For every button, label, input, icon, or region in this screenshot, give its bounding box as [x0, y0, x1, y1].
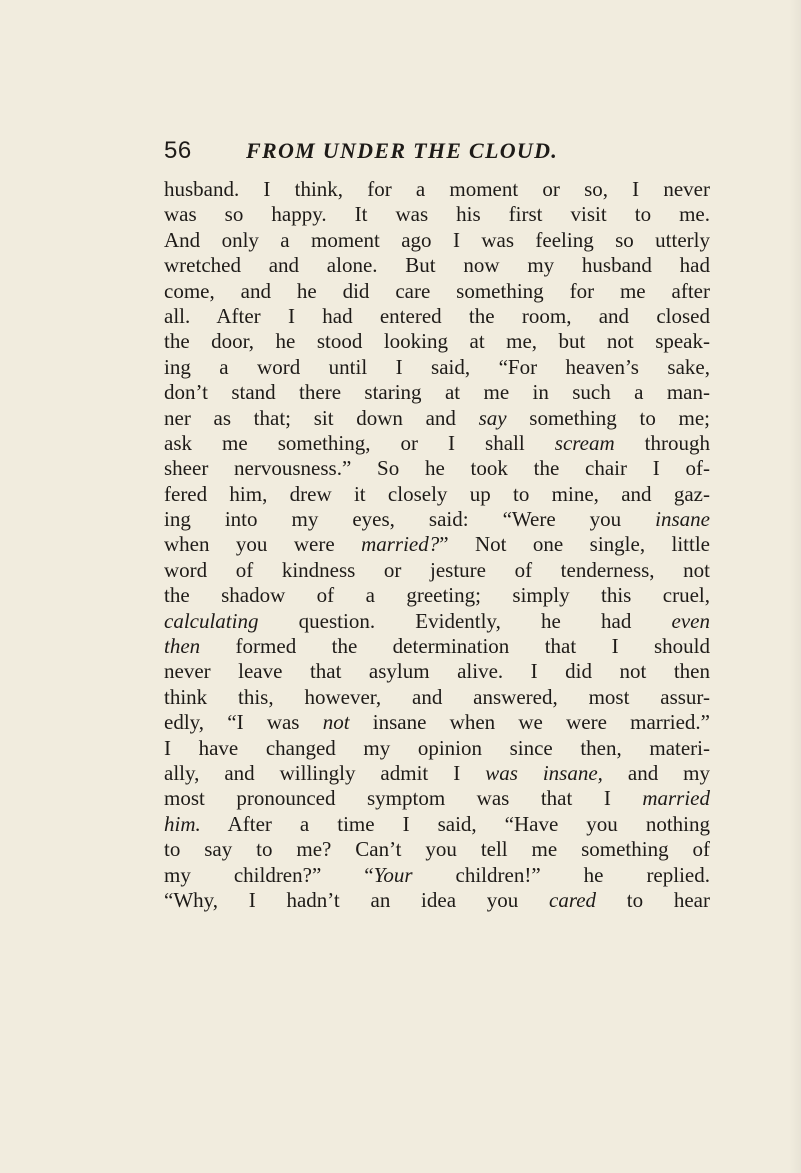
text-line — [164, 786, 710, 811]
italic-text: married? — [361, 532, 440, 557]
italic-text: cared — [549, 887, 597, 912]
text-line — [164, 888, 710, 913]
text-line — [164, 202, 710, 227]
text-segment: insane when we were married.” — [349, 710, 711, 735]
italic-text: then — [164, 634, 201, 659]
italic-text: not — [322, 710, 350, 735]
text-segment: my children?” “ — [164, 862, 374, 887]
text-segment: edly, “I was — [164, 710, 323, 735]
text-segment: sheer nervousness.” So he took the chair I of- — [164, 456, 710, 481]
text-segment: to hear — [596, 887, 710, 912]
text-segment: husband. I think, for a moment or so, I never — [164, 177, 710, 201]
text-segment: most pronounced symptom was that I — [164, 786, 643, 811]
page-number: 56 — [164, 137, 192, 164]
text-segment: all. After I had entered the room, and closed — [164, 303, 710, 328]
text-segment: question. Evidently, he had — [258, 608, 672, 633]
text-segment: formed the determination that I should — [200, 634, 710, 659]
text-line — [164, 685, 710, 710]
text-line — [164, 837, 710, 862]
text-segment: the shadow of a greeting; simply this cruel, — [164, 583, 710, 608]
text-segment: ing a word until I said, “For heaven’s sake, — [164, 354, 710, 379]
text-line — [164, 634, 710, 659]
text-segment: I have changed my opinion since then, materi- — [164, 735, 710, 760]
text-segment: the door, he stood looking at me, but not speak- — [164, 329, 710, 354]
text-line — [164, 304, 710, 329]
text-line — [164, 482, 710, 507]
text-segment: through — [614, 430, 711, 455]
text-line — [164, 355, 710, 380]
text-segment: to say to me? Can’t you tell me something of — [164, 837, 710, 862]
text-line — [164, 736, 710, 761]
text-segment: ing into my eyes, said: “Were you — [164, 507, 656, 532]
italic-text: married — [642, 786, 710, 811]
text-line — [164, 812, 710, 837]
text-line — [164, 863, 710, 888]
italic-text: calculating — [164, 608, 259, 633]
text-segment: and my — [602, 760, 711, 785]
text-line — [164, 406, 710, 431]
text-segment: was so happy. It was his first visit to me. — [164, 202, 710, 227]
text-segment: think this, however, and answered, most assur- — [164, 684, 710, 709]
page-header — [164, 136, 724, 170]
text-line — [164, 761, 710, 786]
text-segment: And only a moment ago I was feeling so utterly — [164, 227, 710, 252]
text-segment: ” Not one single, little — [439, 532, 711, 557]
text-segment: ner as that; sit down and — [164, 405, 479, 430]
text-segment: ally, and willingly admit I — [164, 760, 486, 785]
text-line — [164, 431, 710, 456]
italic-text: say — [478, 405, 507, 430]
text-segment: come, and he did care something for me after — [164, 278, 710, 303]
italic-text: was insane, — [485, 760, 603, 785]
text-line — [164, 507, 710, 532]
text-line — [164, 177, 710, 202]
text-segment: wretched and alone. But now my husband had — [164, 253, 710, 278]
page-edge-shading — [789, 0, 801, 1173]
text-segment: word of kindness or jesture of tenderness, not — [164, 557, 710, 582]
italic-text: insane — [655, 507, 710, 532]
italic-text: Your — [373, 862, 413, 887]
text-segment: children!” he replied. — [412, 862, 710, 887]
text-segment: fered him, drew it closely up to mine, and gaz- — [164, 481, 710, 506]
text-segment: never leave that asylum alive. I did not then — [164, 659, 710, 684]
text-line — [164, 710, 710, 735]
text-line — [164, 558, 710, 583]
text-segment: something to me; — [506, 405, 710, 430]
text-line — [164, 279, 710, 304]
text-line — [164, 380, 710, 405]
text-line — [164, 583, 710, 608]
running-head: FROM UNDER THE CLOUD. — [246, 138, 559, 163]
italic-text: scream — [554, 430, 615, 455]
italic-text: him. — [164, 811, 201, 836]
text-segment: “Why, I hadn’t an idea you — [164, 887, 549, 912]
italic-text: even — [671, 608, 710, 633]
text-line — [164, 609, 710, 634]
text-line — [164, 329, 710, 354]
text-line — [164, 659, 710, 684]
text-line — [164, 228, 710, 253]
body-text — [164, 177, 710, 913]
text-segment: when you were — [164, 532, 362, 557]
text-segment: After a time I said, “Have you nothing — [200, 811, 710, 836]
text-line — [164, 253, 710, 278]
text-segment: ask me something, or I shall — [164, 430, 555, 455]
text-segment: don’t stand there staring at me in such a man- — [164, 380, 710, 405]
text-line — [164, 532, 710, 557]
text-line — [164, 456, 710, 481]
